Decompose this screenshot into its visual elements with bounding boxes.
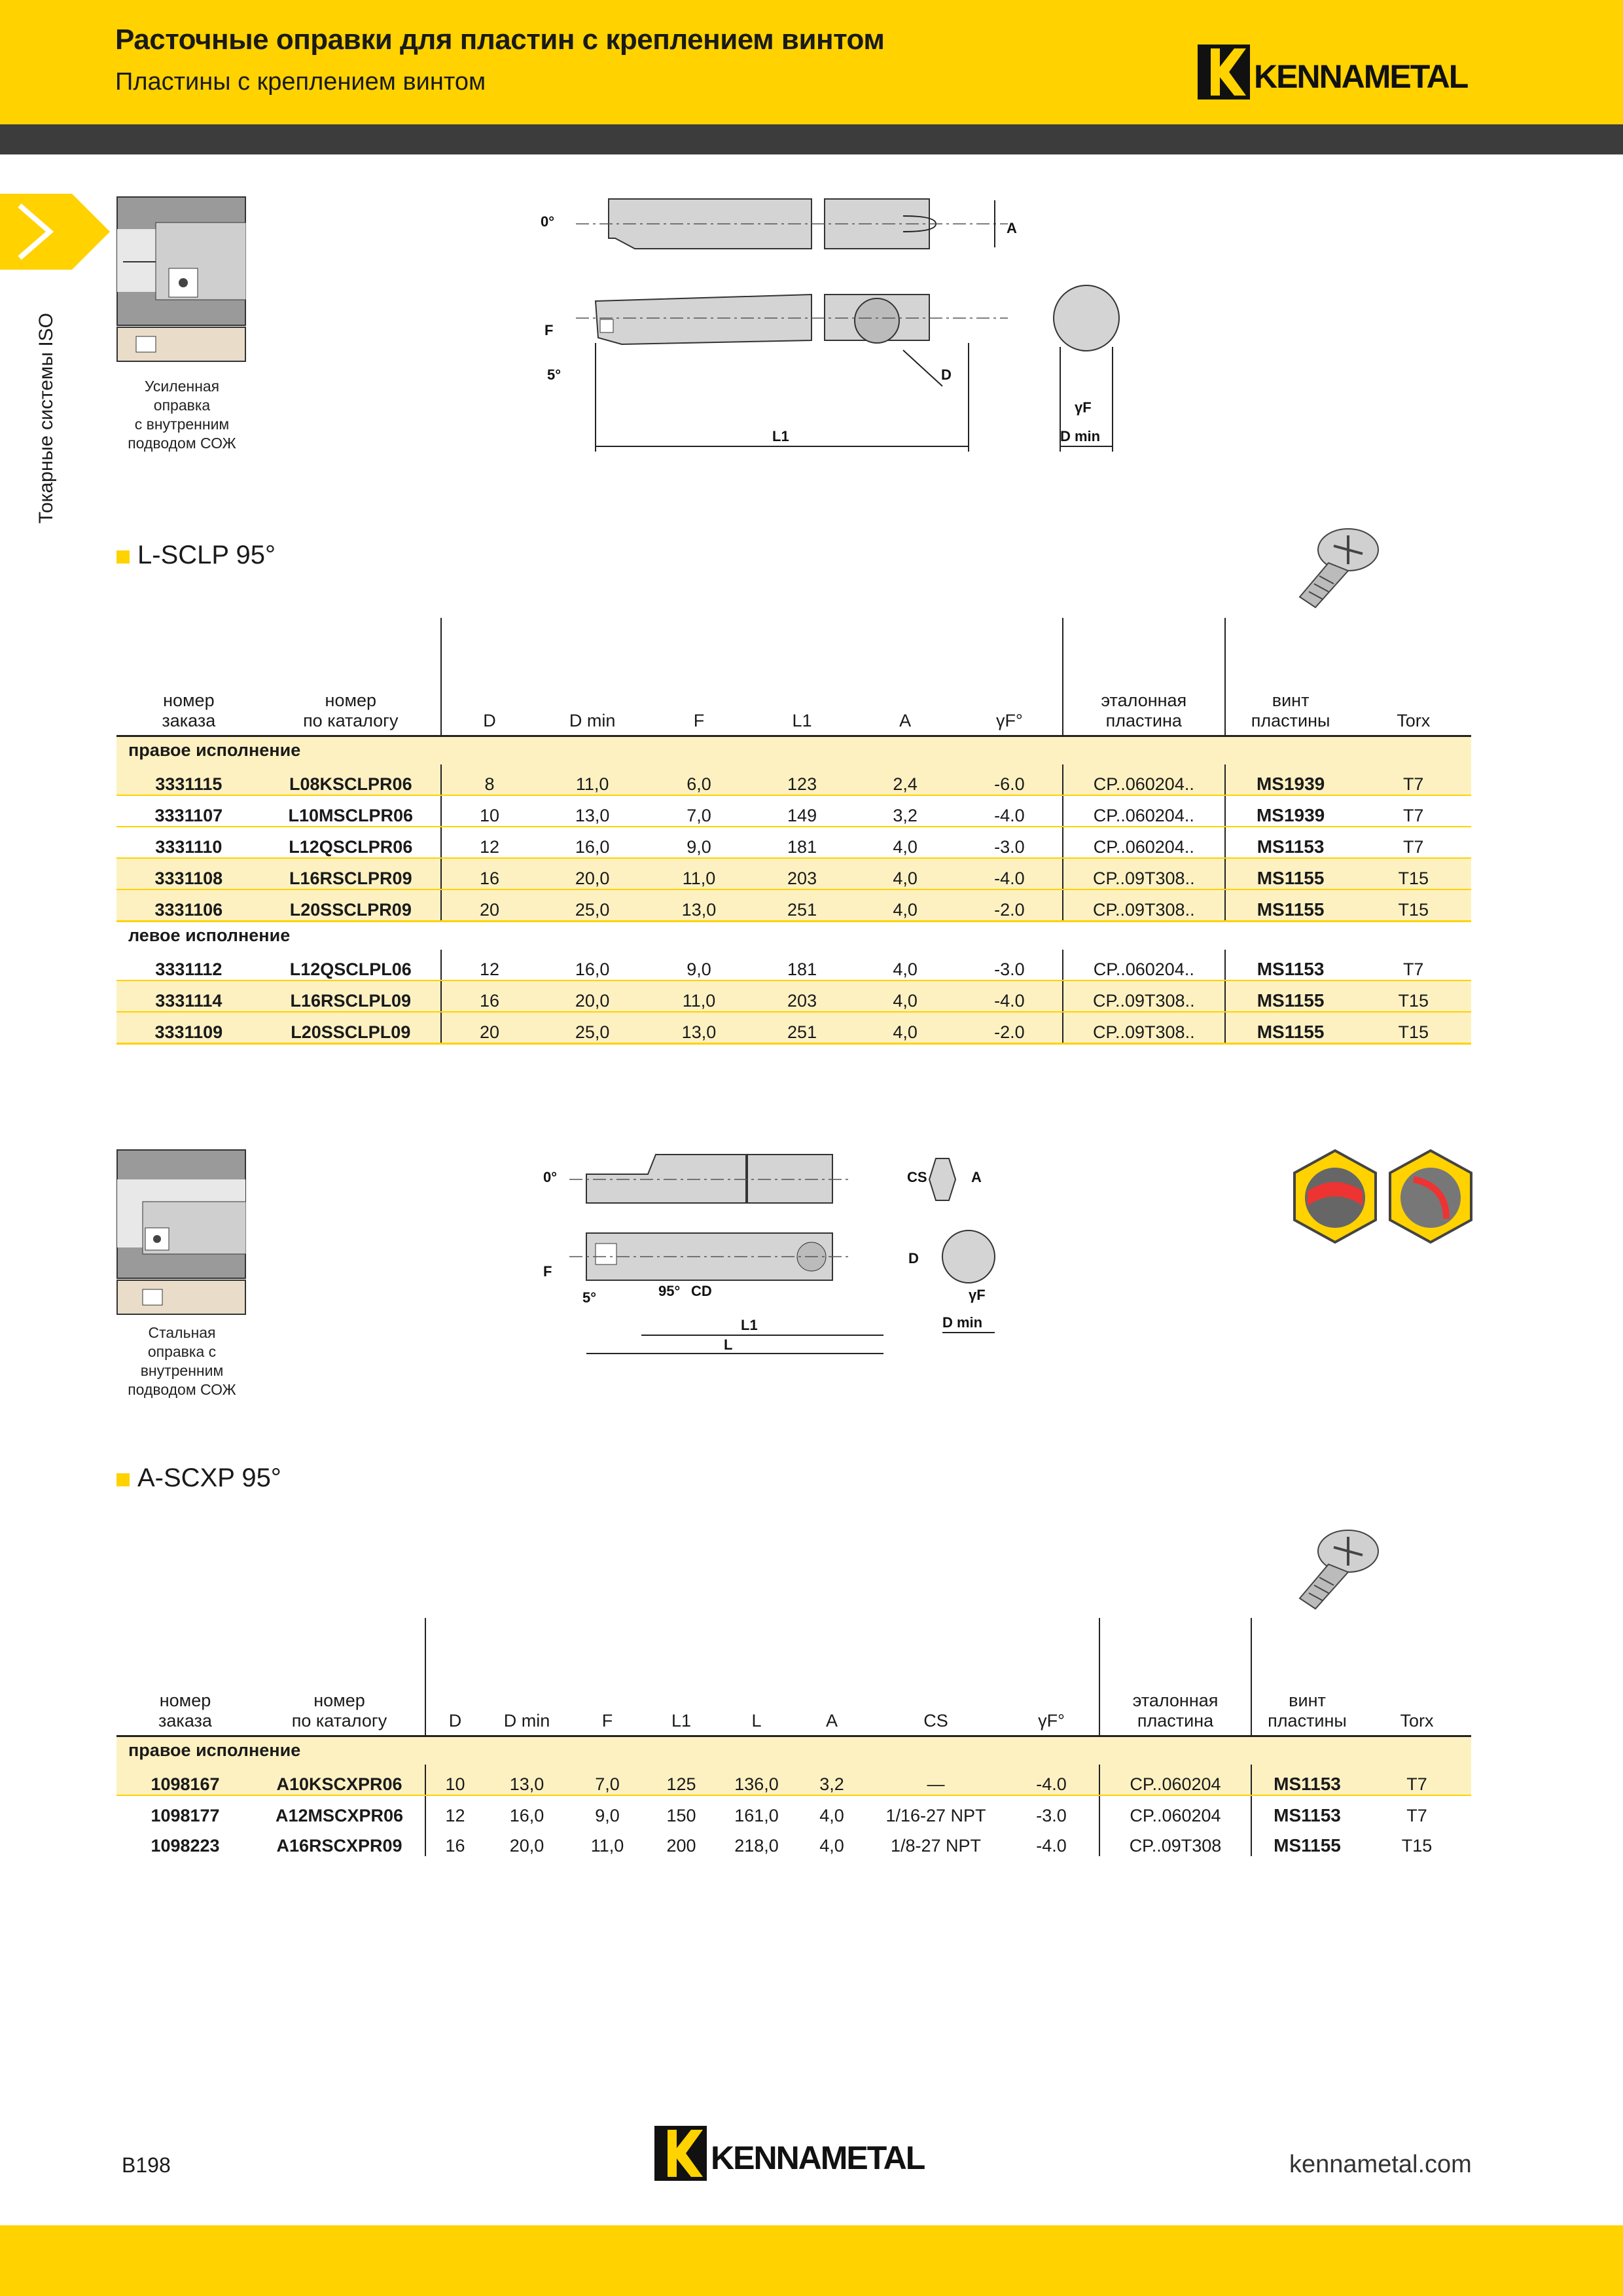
col-torx: Torx	[1355, 618, 1471, 736]
group-label-left: левое исполнение	[128, 925, 291, 945]
col-screw: винт пластины	[1251, 1618, 1363, 1736]
table-row: 3331114 L16RSCLPL09 16 20,0 11,0 203 4,0 -4.0 CP..09T308.. MS1155 T15	[116, 980, 1471, 1012]
label-F: F	[544, 322, 554, 338]
col-reference-insert: эталонная пластина	[1063, 618, 1225, 736]
label2-D: D	[908, 1250, 919, 1266]
col-A: A	[796, 1618, 868, 1736]
col-torx: Torx	[1363, 1618, 1471, 1736]
label-gammaF: γF	[1075, 399, 1092, 416]
col-Dmin: D min	[537, 618, 647, 736]
spec-table-1	[116, 618, 1471, 1045]
brand-name: KENNAMETAL	[1254, 58, 1468, 95]
col-L1: L1	[645, 1618, 717, 1736]
col-D: D	[441, 618, 537, 736]
section-marker-icon	[116, 550, 130, 564]
label2-angle95: 95°	[658, 1283, 681, 1299]
label2-gammaF: γF	[969, 1287, 986, 1303]
col-CS: CS	[868, 1618, 1004, 1736]
section-marker-icon	[116, 1473, 130, 1486]
label2-F: F	[543, 1263, 552, 1280]
col-A: A	[853, 618, 957, 736]
technical-drawing-1	[537, 190, 1126, 465]
col-gammaF: γF°	[957, 618, 1063, 736]
col-order-number: номер заказа	[116, 618, 261, 736]
label-D: D	[941, 367, 952, 383]
col-catalog-number: номер по каталогу	[261, 618, 441, 736]
col-catalog-number: номер по каталогу	[254, 1618, 425, 1736]
screw-icon	[1283, 1525, 1387, 1617]
table-row: 3331110 L12QSCLPR06 12 16,0 9,0 181 4,0 -3.0 CP..060204.. MS1153 T7	[116, 827, 1471, 858]
table-row: 3331109 L20SSCLPL09 20 25,0 13,0 251 4,0 -2.0 CP..09T308.. MS1155 T15	[116, 1012, 1471, 1044]
footer-band	[0, 2225, 1623, 2296]
screw-icon	[1283, 524, 1387, 615]
footer-logo	[654, 2126, 942, 2181]
kennametal-k-icon	[1198, 45, 1250, 99]
kennametal-k-icon	[654, 2126, 707, 2181]
page-subtitle: Пластины с креплением винтом	[115, 68, 486, 96]
table-row: 3331108 L16RSCLPR09 16 20,0 11,0 203 4,0 -4.0 CP..09T308.. MS1155 T15	[116, 858, 1471, 889]
label2-L1: L1	[741, 1317, 758, 1333]
table-row: 1098177 A12MSCXPR06 12 16,0 9,0 150 161,0 4,0 1/16-27 NPT -3.0 CP..060204 MS1153 T7	[116, 1795, 1471, 1826]
label2-angle0: 0°	[543, 1169, 558, 1185]
section-title-1: L-SCLP 95°	[116, 541, 276, 570]
label2-L: L	[724, 1336, 733, 1353]
coolant-directed-icon	[1390, 1151, 1471, 1242]
website-link[interactable]: kennametal.com	[1289, 2151, 1472, 2178]
label2-CS: CS	[907, 1169, 927, 1185]
col-L: L	[717, 1618, 796, 1736]
col-F: F	[569, 1618, 645, 1736]
label-angle0: 0°	[541, 213, 555, 230]
col-reference-insert: эталонная пластина	[1099, 1618, 1251, 1736]
col-gammaF: γF°	[1004, 1618, 1099, 1736]
label-L1: L1	[772, 428, 789, 444]
table-row: 3331107 L10MSCLPR06 10 13,0 7,0 149 3,2 -4.0 CP..060204.. MS1939 T7	[116, 795, 1471, 827]
bar-caption: Усиленная оправка с внутренним подводом СОЖ	[128, 378, 236, 452]
col-F: F	[647, 618, 751, 736]
label-A: A	[1007, 220, 1017, 236]
label2-A: A	[971, 1169, 982, 1185]
technical-drawing-2	[537, 1145, 1021, 1361]
label-angle5: 5°	[547, 367, 562, 383]
page-number: B198	[122, 2153, 171, 2177]
page-title: Расточные оправки для пластин с креплением винтом	[115, 24, 885, 56]
label2-angle5: 5°	[582, 1289, 597, 1306]
coolant-hex-icons	[1289, 1147, 1479, 1251]
table-row: 1098167 A10KSCXPR06 10 13,0 7,0 125 136,0 3,2 — -4.0 CP..060204 MS1153 T7	[116, 1765, 1471, 1795]
bar-section-image	[116, 196, 246, 364]
label2-Dmin: D min	[942, 1314, 983, 1331]
chevron-tab-icon	[0, 194, 111, 272]
table-row: 3331115 L08KSCLPR06 8 11,0 6,0 123 2,4 -6.0 CP..060204.. MS1939 T7	[116, 764, 1471, 795]
col-D: D	[425, 1618, 484, 1736]
section-title-2: A-SCXP 95°	[116, 1463, 281, 1493]
kennametal-logo	[1198, 45, 1472, 99]
group-label-right: правое исполнение	[128, 1740, 301, 1760]
col-L1: L1	[751, 618, 854, 736]
col-Dmin: D min	[484, 1618, 569, 1736]
table-row: 1098223 A16RSCXPR09 16 20,0 11,0 200 218,0 4,0 1/8-27 NPT -4.0 CP..09T308 MS1155 T15	[116, 1826, 1471, 1856]
table-row: 3331106 L20SSCLPR09 20 25,0 13,0 251 4,0 -2.0 CP..09T308.. MS1155 T15	[116, 889, 1471, 922]
group-label-right: правое исполнение	[128, 740, 301, 760]
footer-brand-name: KENNAMETAL	[711, 2140, 925, 2176]
steel-bar-section-image	[116, 1149, 246, 1317]
label2-CD: CD	[691, 1283, 712, 1299]
side-label: Токарные системы ISO	[35, 312, 57, 524]
col-screw: винт пластины	[1225, 618, 1356, 736]
header-dark-bar	[0, 124, 1623, 154]
steel-bar-caption: Стальная оправка с внутренним подводом СОЖ	[128, 1324, 236, 1398]
table-row: 3331112 L12QSCLPL06 12 16,0 9,0 181 4,0 -3.0 CP..060204.. MS1153 T7	[116, 950, 1471, 980]
spec-table-2	[116, 1618, 1471, 1856]
coolant-through-icon	[1294, 1151, 1376, 1242]
label-Dmin: D min	[1060, 428, 1101, 444]
col-order-number: номер заказа	[116, 1618, 254, 1736]
